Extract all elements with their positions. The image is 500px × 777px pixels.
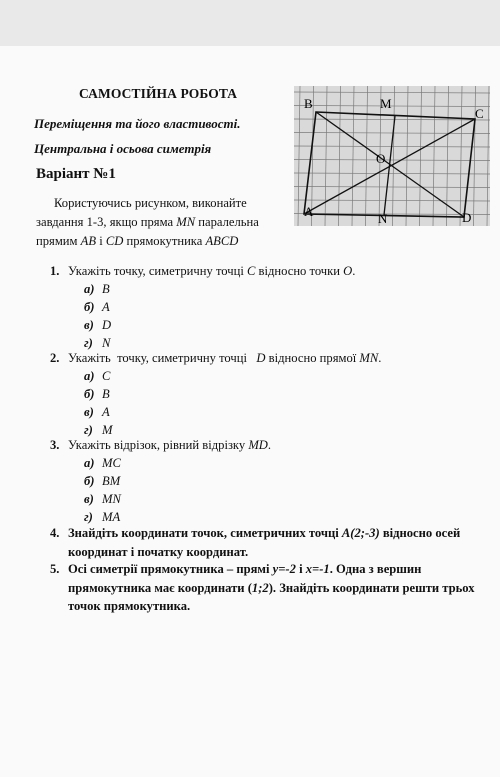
label-b: B: [304, 96, 313, 111]
topic-line-1: Переміщення та його властивості.: [34, 116, 241, 131]
label-a: A: [304, 204, 314, 219]
option-item: б) BM: [84, 474, 121, 488]
top-background-band: [0, 0, 500, 46]
question-1-options: [84, 280, 111, 352]
question-4: 4. Знайдіть координати точок, симетричних точці A(2;-3) відносно осей координат і початку координат.: [50, 526, 461, 559]
question-3: 3. Укажіть відрізок, рівний відрізку MD.: [50, 438, 272, 452]
intro-line-1: Користуючись рисунком, виконайте: [54, 196, 247, 210]
intro-line-2: завдання 1-3, якщо пряма MN паралельна: [36, 215, 259, 229]
label-m: M: [380, 96, 392, 111]
option-item: г) MA: [84, 510, 121, 524]
question-3-options: [84, 454, 121, 526]
option-item: б) A: [84, 300, 110, 314]
question-5: 5. Осі симетрії прямокутника – прямі y=-2 і x=-1. Одна з вершин прямокутника має координати (1;2). Знайдіть координати решти трьох точок прямокутника.: [50, 562, 475, 613]
label-d: D: [462, 210, 472, 225]
question-2-options: [84, 367, 113, 439]
topic-line-2: Центральна і осьова симетрія: [34, 141, 212, 156]
option-item: в) MN: [84, 492, 121, 506]
option-item: а) MC: [84, 456, 121, 470]
option-item: б) B: [84, 387, 110, 401]
question-2: 2. Укажіть точку, симетричну точці D відносно прямої MN.: [50, 351, 382, 365]
option-item: г) M: [84, 423, 113, 437]
label-o: O: [376, 151, 386, 166]
worksheet-title: САМОСТІЙНА РОБОТА: [79, 86, 238, 101]
option-item: г) N: [84, 336, 111, 350]
option-item: в) D: [84, 318, 112, 332]
option-item: а) C: [84, 369, 111, 383]
variant-heading: Варіант №1: [36, 166, 116, 182]
option-item: а) B: [84, 282, 110, 296]
label-c: C: [475, 106, 484, 121]
label-n: N: [378, 211, 388, 226]
question-1: 1. Укажіть точку, симетричну точці C відносно точки O.: [50, 264, 356, 278]
intro-line-3: прямим AB і CD прямокутника ABCD: [36, 234, 239, 248]
rectangle-grid-figure: [294, 86, 490, 226]
option-item: в) A: [84, 405, 110, 419]
intro-paragraph: [36, 194, 281, 251]
